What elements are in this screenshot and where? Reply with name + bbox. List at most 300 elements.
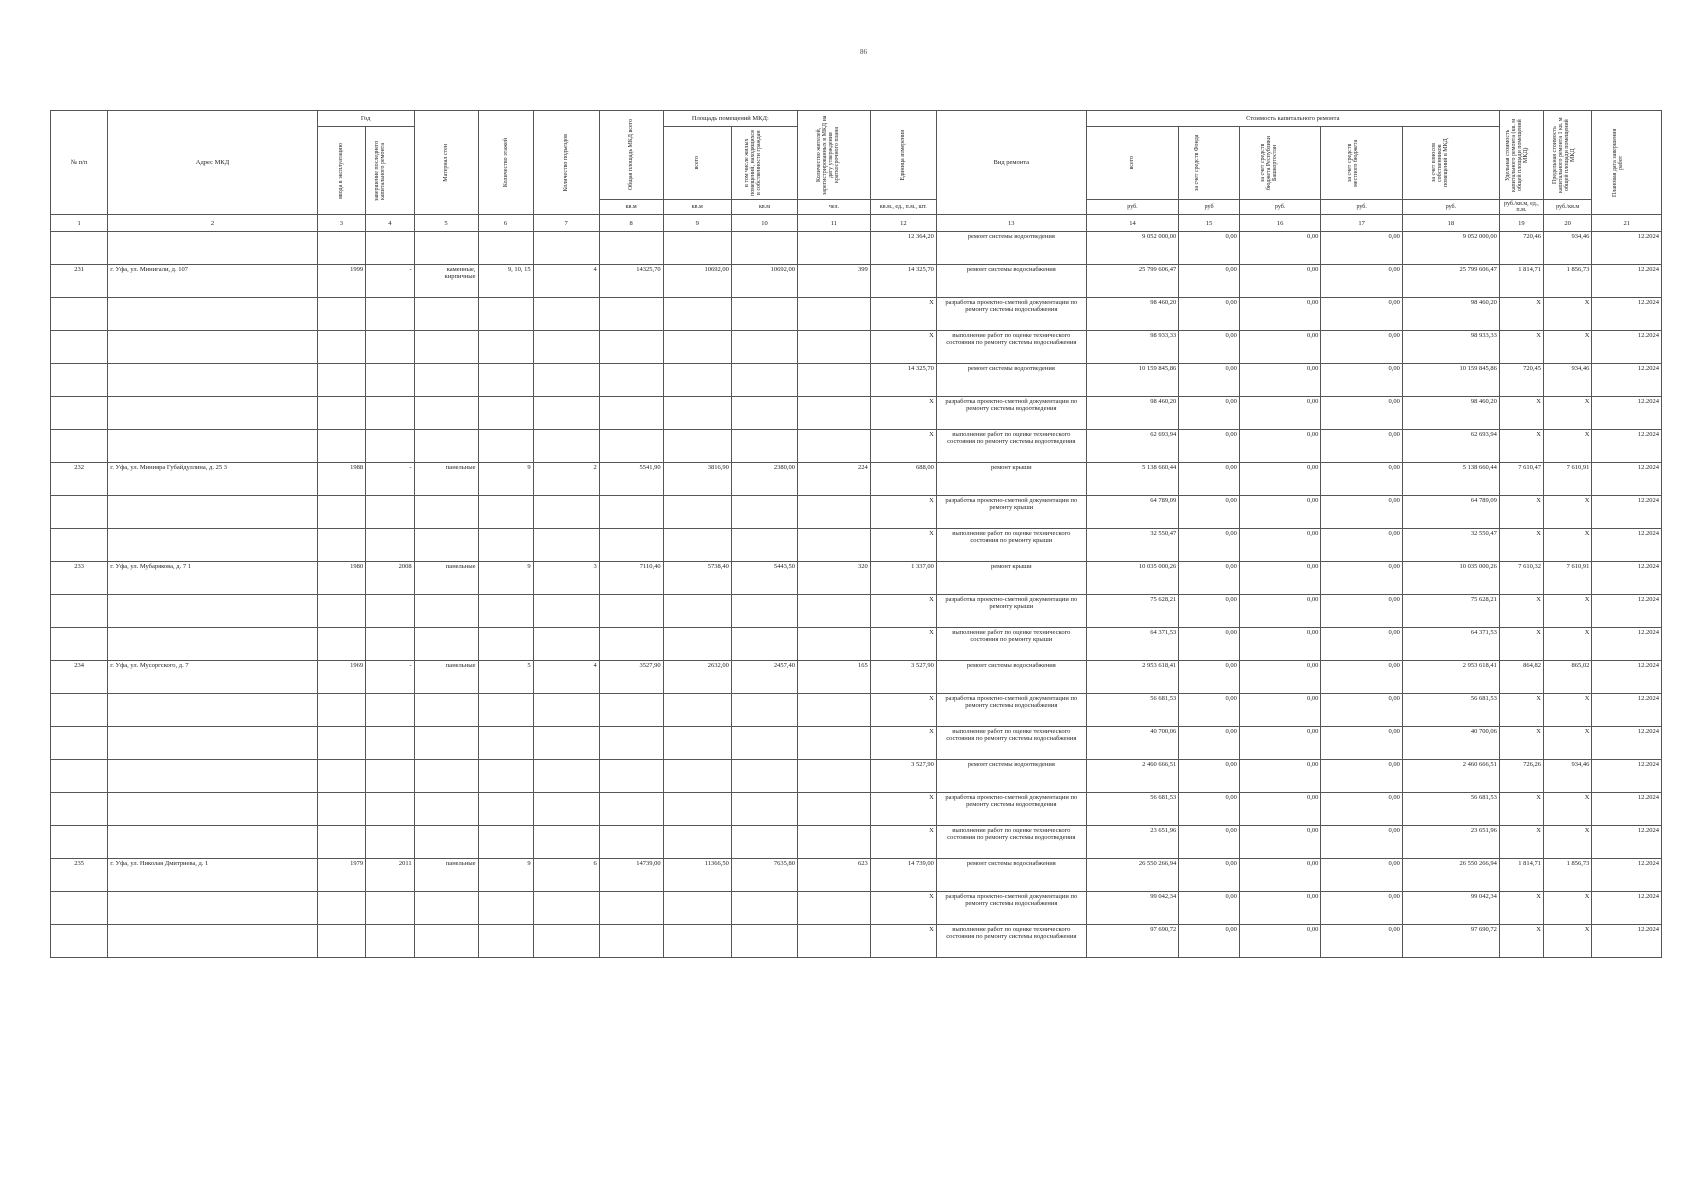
cell-col-9 <box>663 628 731 661</box>
cell-col-13: ремонт системы водоотведения <box>936 760 1086 793</box>
cell-col-7 <box>533 628 599 661</box>
cell-col-4 <box>366 826 414 859</box>
cell-col-19: 1 814,71 <box>1499 265 1543 298</box>
cell-col-21: 12.2024 <box>1592 331 1662 364</box>
cell-col-8: 14325,70 <box>599 265 663 298</box>
header-deadline <box>1592 111 1662 215</box>
cell-col-20: X <box>1543 529 1591 562</box>
cell-col-20: 865,02 <box>1543 661 1591 694</box>
cell-col-7 <box>533 892 599 925</box>
cell-col-1 <box>51 595 108 628</box>
cell-col-3 <box>317 925 365 958</box>
cell-col-6 <box>478 628 533 661</box>
cell-col-15: 0,00 <box>1179 826 1240 859</box>
cell-col-2 <box>108 397 317 430</box>
cell-col-5: панельные <box>414 562 478 595</box>
column-number: 11 <box>798 215 871 232</box>
cell-col-13: ремонт системы водоснабжения <box>936 859 1086 892</box>
column-number: 14 <box>1086 215 1179 232</box>
cell-col-11 <box>798 892 871 925</box>
cell-col-9 <box>663 430 731 463</box>
cell-col-12: 12 364,20 <box>870 232 936 265</box>
cell-col-11 <box>798 760 871 793</box>
table-row <box>51 331 1662 364</box>
header-cost-republic <box>1239 127 1321 200</box>
unit-max-cost: руб./кв.м <box>1543 200 1591 215</box>
cell-col-10: 10692,00 <box>731 265 797 298</box>
cell-col-2 <box>108 925 317 958</box>
cell-col-11 <box>798 595 871 628</box>
cell-col-6 <box>478 529 533 562</box>
cell-col-13: выполнение работ по оценке технического состояния по ремонту системы водоснабжения <box>936 925 1086 958</box>
cell-col-15: 0,00 <box>1179 430 1240 463</box>
cell-col-2 <box>108 298 317 331</box>
cell-col-6: 9 <box>478 859 533 892</box>
cell-col-2 <box>108 529 317 562</box>
cell-col-6 <box>478 430 533 463</box>
cell-col-1 <box>51 397 108 430</box>
cell-col-17: 0,00 <box>1321 628 1403 661</box>
cell-col-20: 934,46 <box>1543 364 1591 397</box>
cell-col-17: 0,00 <box>1321 364 1403 397</box>
column-number: 16 <box>1239 215 1321 232</box>
column-number: 17 <box>1321 215 1403 232</box>
cell-col-9 <box>663 694 731 727</box>
cell-col-3 <box>317 694 365 727</box>
cell-col-16: 0,00 <box>1239 925 1321 958</box>
table-row <box>51 364 1662 397</box>
table-body <box>51 232 1662 958</box>
cell-col-21: 12.2024 <box>1592 364 1662 397</box>
cell-col-11 <box>798 628 871 661</box>
header-cost-owners <box>1402 127 1499 200</box>
cell-col-11: 165 <box>798 661 871 694</box>
cell-col-17: 0,00 <box>1321 397 1403 430</box>
cell-col-11 <box>798 694 871 727</box>
cell-col-7 <box>533 430 599 463</box>
cell-col-18: 56 681,53 <box>1402 694 1499 727</box>
cell-col-18: 25 799 606,47 <box>1402 265 1499 298</box>
cell-col-2 <box>108 793 317 826</box>
cell-col-1 <box>51 793 108 826</box>
cell-col-2: г. Уфа, ул. Минияра Губайдуллина, д. 25 3 <box>108 463 317 496</box>
header-premises-area: Площадь помещений МКД: <box>663 111 797 127</box>
cell-col-17: 0,00 <box>1321 595 1403 628</box>
cell-col-11: 399 <box>798 265 871 298</box>
cell-col-16: 0,00 <box>1239 562 1321 595</box>
cell-col-10 <box>731 430 797 463</box>
cell-col-6 <box>478 331 533 364</box>
cell-col-11 <box>798 232 871 265</box>
cell-col-20: X <box>1543 496 1591 529</box>
cell-col-19: X <box>1499 331 1543 364</box>
header-unit-cost <box>1499 111 1543 200</box>
cell-col-19: X <box>1499 529 1543 562</box>
cell-col-4 <box>366 727 414 760</box>
cell-col-2 <box>108 727 317 760</box>
cell-col-21: 12.2024 <box>1592 694 1662 727</box>
cell-col-15: 0,00 <box>1179 925 1240 958</box>
cell-col-21: 12.2024 <box>1592 793 1662 826</box>
cell-col-14: 2 953 618,41 <box>1086 661 1179 694</box>
cell-col-4 <box>366 430 414 463</box>
cell-col-13: разработка проектно-сметной документации по ремонту системы водоснабжения <box>936 892 1086 925</box>
cell-col-13: выполнение работ по оценке технического состояния по ремонту крыши <box>936 529 1086 562</box>
cell-col-15: 0,00 <box>1179 364 1240 397</box>
cell-col-10 <box>731 331 797 364</box>
cell-col-16: 0,00 <box>1239 628 1321 661</box>
cell-col-7 <box>533 232 599 265</box>
cell-col-12: 3 527,90 <box>870 661 936 694</box>
cell-col-8 <box>599 892 663 925</box>
cell-col-3: 1988 <box>317 463 365 496</box>
cell-col-1: 233 <box>51 562 108 595</box>
cell-col-5: каменные, кирпичные <box>414 265 478 298</box>
cell-col-6: 9 <box>478 562 533 595</box>
cell-col-19: 7 610,32 <box>1499 562 1543 595</box>
header-wall-material <box>414 111 478 215</box>
cell-col-19: 1 814,71 <box>1499 859 1543 892</box>
cell-col-16: 0,00 <box>1239 595 1321 628</box>
header-residents-text: Количество жителей, зарегистрированных в МКД на дату утверждения краткосрочного плана <box>815 115 840 195</box>
cell-col-2 <box>108 826 317 859</box>
cell-col-1 <box>51 694 108 727</box>
cell-col-11 <box>798 298 871 331</box>
cell-col-1 <box>51 232 108 265</box>
cell-col-1: 235 <box>51 859 108 892</box>
cell-col-6 <box>478 793 533 826</box>
cell-col-12: X <box>870 298 936 331</box>
cell-col-21: 12.2024 <box>1592 595 1662 628</box>
cell-col-12: 14 325,70 <box>870 364 936 397</box>
cell-col-21: 12.2024 <box>1592 232 1662 265</box>
cell-col-18: 26 550 266,94 <box>1402 859 1499 892</box>
cell-col-19: 720,46 <box>1499 232 1543 265</box>
cell-col-17: 0,00 <box>1321 793 1403 826</box>
cell-col-21: 12.2024 <box>1592 826 1662 859</box>
cell-col-8: 3527,90 <box>599 661 663 694</box>
cell-col-10 <box>731 892 797 925</box>
cell-col-5 <box>414 496 478 529</box>
column-number: 20 <box>1543 215 1591 232</box>
cell-col-20: X <box>1543 727 1591 760</box>
cell-col-9: 2632,00 <box>663 661 731 694</box>
cell-col-11 <box>798 430 871 463</box>
cell-col-20: X <box>1543 397 1591 430</box>
cell-col-12: X <box>870 430 936 463</box>
cell-col-7 <box>533 760 599 793</box>
cell-col-21: 12.2024 <box>1592 727 1662 760</box>
table-row <box>51 628 1662 661</box>
cell-col-5 <box>414 694 478 727</box>
cell-col-20: X <box>1543 694 1591 727</box>
unit-cost-owners: руб. <box>1402 200 1499 215</box>
table-row <box>51 430 1662 463</box>
cell-col-3 <box>317 595 365 628</box>
cell-col-4: 2008 <box>366 562 414 595</box>
cell-col-6 <box>478 298 533 331</box>
cell-col-18: 10 159 845,86 <box>1402 364 1499 397</box>
unit-unit-cost: руб./кв.м, ед., п.м. <box>1499 200 1543 215</box>
cell-col-4 <box>366 397 414 430</box>
cell-col-9 <box>663 232 731 265</box>
cell-col-18: 75 628,21 <box>1402 595 1499 628</box>
table-row <box>51 661 1662 694</box>
cell-col-18: 98 460,20 <box>1402 298 1499 331</box>
cell-col-19: X <box>1499 694 1543 727</box>
cell-col-15: 0,00 <box>1179 892 1240 925</box>
cell-col-5 <box>414 529 478 562</box>
cell-col-15: 0,00 <box>1179 463 1240 496</box>
cell-col-8 <box>599 364 663 397</box>
header-cost-fund <box>1179 127 1240 200</box>
cell-col-9 <box>663 364 731 397</box>
cell-col-12: 3 527,90 <box>870 760 936 793</box>
cell-col-20: 1 856,73 <box>1543 265 1591 298</box>
cell-col-20: 7 610,91 <box>1543 463 1591 496</box>
cell-col-19: 864,82 <box>1499 661 1543 694</box>
cell-col-14: 10 159 845,86 <box>1086 364 1179 397</box>
header-address: Адрес МКД <box>108 111 317 215</box>
cell-col-5 <box>414 925 478 958</box>
cell-col-1 <box>51 826 108 859</box>
cell-col-12: 688,00 <box>870 463 936 496</box>
cell-col-16: 0,00 <box>1239 232 1321 265</box>
cell-col-17: 0,00 <box>1321 562 1403 595</box>
cell-col-17: 0,00 <box>1321 265 1403 298</box>
cell-col-9 <box>663 826 731 859</box>
cell-col-20: X <box>1543 826 1591 859</box>
cell-col-10 <box>731 826 797 859</box>
cell-col-14: 25 799 606,47 <box>1086 265 1179 298</box>
unit-total-area: кв.м <box>599 200 663 215</box>
cell-col-4 <box>366 529 414 562</box>
cell-col-2: г. Уфа, ул. Мубарякова, д. 7 1 <box>108 562 317 595</box>
cell-col-3 <box>317 331 365 364</box>
cell-col-7 <box>533 826 599 859</box>
cell-col-13: выполнение работ по оценке технического состояния по ремонту крыши <box>936 628 1086 661</box>
cell-col-1 <box>51 760 108 793</box>
table-row <box>51 298 1662 331</box>
column-number: 2 <box>108 215 317 232</box>
cell-col-9 <box>663 727 731 760</box>
cell-col-19: X <box>1499 925 1543 958</box>
header-year-last-repair <box>366 127 414 215</box>
cell-col-2 <box>108 331 317 364</box>
cell-col-6: 9, 10, 15 <box>478 265 533 298</box>
cell-col-8: 5541,90 <box>599 463 663 496</box>
header-cost-local-text: за счет средств местного бюджета <box>1346 139 1359 187</box>
table-row <box>51 595 1662 628</box>
cell-col-7 <box>533 925 599 958</box>
cell-col-8 <box>599 529 663 562</box>
cell-col-20: X <box>1543 793 1591 826</box>
cell-col-15: 0,00 <box>1179 661 1240 694</box>
cell-col-10 <box>731 364 797 397</box>
cell-col-12: X <box>870 826 936 859</box>
cell-col-21: 12.2024 <box>1592 265 1662 298</box>
cell-col-14: 62 693,94 <box>1086 430 1179 463</box>
cell-col-9 <box>663 793 731 826</box>
column-number: 12 <box>870 215 936 232</box>
cell-col-6 <box>478 826 533 859</box>
cell-col-15: 0,00 <box>1179 694 1240 727</box>
cell-col-5 <box>414 331 478 364</box>
column-number: 6 <box>478 215 533 232</box>
cell-col-18: 97 690,72 <box>1402 925 1499 958</box>
cell-col-9 <box>663 892 731 925</box>
table-row <box>51 760 1662 793</box>
cell-col-14: 26 550 266,94 <box>1086 859 1179 892</box>
cell-col-18: 23 651,96 <box>1402 826 1499 859</box>
cell-col-21: 12.2024 <box>1592 628 1662 661</box>
table-row <box>51 826 1662 859</box>
cell-col-5 <box>414 595 478 628</box>
cell-col-8 <box>599 826 663 859</box>
cell-col-16: 0,00 <box>1239 397 1321 430</box>
cell-col-6 <box>478 364 533 397</box>
header-floors-text: Количество этажей <box>502 137 509 188</box>
cell-col-10 <box>731 529 797 562</box>
table-row <box>51 892 1662 925</box>
header-work-type: Вид ремонта <box>936 111 1086 215</box>
cell-col-2 <box>108 232 317 265</box>
cell-col-14: 56 681,53 <box>1086 694 1179 727</box>
cell-col-8 <box>599 925 663 958</box>
cell-col-2 <box>108 760 317 793</box>
cell-col-2 <box>108 595 317 628</box>
table-row <box>51 265 1662 298</box>
cell-col-3: 1979 <box>317 859 365 892</box>
cell-col-15: 0,00 <box>1179 859 1240 892</box>
cell-col-11 <box>798 826 871 859</box>
cell-col-16: 0,00 <box>1239 793 1321 826</box>
column-number: 9 <box>663 215 731 232</box>
header-deadline-text: Плановая дата завершения работ <box>1611 128 1624 197</box>
cell-col-10: 7635,80 <box>731 859 797 892</box>
header-cost: Стоимость капитального ремонта <box>1086 111 1499 127</box>
header-total-area <box>599 111 663 200</box>
cell-col-5 <box>414 232 478 265</box>
cell-col-7 <box>533 397 599 430</box>
header-wall-material-text: Материал стен <box>443 143 450 182</box>
cell-col-1: 234 <box>51 661 108 694</box>
cell-col-12: X <box>870 397 936 430</box>
header-cost-local <box>1321 127 1403 200</box>
cell-col-15: 0,00 <box>1179 562 1240 595</box>
table-row <box>51 463 1662 496</box>
cell-col-12: 1 337,00 <box>870 562 936 595</box>
cell-col-5 <box>414 430 478 463</box>
cell-col-6: 5 <box>478 661 533 694</box>
cell-col-19: 7 610,47 <box>1499 463 1543 496</box>
header-year: Год <box>317 111 414 127</box>
cell-col-10 <box>731 727 797 760</box>
cell-col-3 <box>317 298 365 331</box>
header-max-cost-text: Предельная стоимость капитального ремонта 1 кв. м общей площади помещений МКД <box>1551 117 1576 193</box>
cell-col-2 <box>108 694 317 727</box>
cell-col-7 <box>533 793 599 826</box>
cell-col-4 <box>366 628 414 661</box>
cell-col-1 <box>51 892 108 925</box>
cell-col-6: 9 <box>478 463 533 496</box>
cell-col-14: 64 371,53 <box>1086 628 1179 661</box>
cell-col-4 <box>366 496 414 529</box>
cell-col-10: 5443,50 <box>731 562 797 595</box>
cell-col-9 <box>663 760 731 793</box>
cell-col-20: 7 610,91 <box>1543 562 1591 595</box>
cell-col-14: 32 550,47 <box>1086 529 1179 562</box>
cell-col-19: X <box>1499 727 1543 760</box>
cell-col-21: 12.2024 <box>1592 925 1662 958</box>
cell-col-9 <box>663 496 731 529</box>
column-number: 19 <box>1499 215 1543 232</box>
cell-col-4 <box>366 232 414 265</box>
cell-col-7 <box>533 298 599 331</box>
cell-col-16: 0,00 <box>1239 892 1321 925</box>
cell-col-13: выполнение работ по оценке технического состояния по ремонту системы водоотведения <box>936 826 1086 859</box>
cell-col-4 <box>366 760 414 793</box>
cell-col-7 <box>533 727 599 760</box>
cell-col-11: 224 <box>798 463 871 496</box>
cell-col-4 <box>366 298 414 331</box>
cell-col-4: - <box>366 661 414 694</box>
cell-col-6 <box>478 925 533 958</box>
header-year-last-repair-text: завершение последнего капитального ремонта <box>373 140 386 201</box>
cell-col-3 <box>317 496 365 529</box>
header-year-commission <box>317 127 365 215</box>
cell-col-10 <box>731 760 797 793</box>
cell-col-11 <box>798 793 871 826</box>
cell-col-13: ремонт системы водоснабжения <box>936 265 1086 298</box>
cell-col-1 <box>51 727 108 760</box>
cell-col-18: 5 138 660,44 <box>1402 463 1499 496</box>
cell-col-21: 12.2024 <box>1592 463 1662 496</box>
cell-col-12: X <box>870 727 936 760</box>
cell-col-15: 0,00 <box>1179 496 1240 529</box>
cell-col-10 <box>731 232 797 265</box>
cell-col-13: выполнение работ по оценке технического состояния по ремонту системы водоснабжения <box>936 331 1086 364</box>
column-number: 18 <box>1402 215 1499 232</box>
cell-col-16: 0,00 <box>1239 331 1321 364</box>
cell-col-12: X <box>870 595 936 628</box>
table-row <box>51 496 1662 529</box>
header-unit-text: Единица измерения <box>900 129 907 181</box>
cell-col-8 <box>599 331 663 364</box>
cell-col-3 <box>317 397 365 430</box>
cell-col-4: 2011 <box>366 859 414 892</box>
cell-col-16: 0,00 <box>1239 661 1321 694</box>
header-unit <box>870 111 936 200</box>
cell-col-4 <box>366 364 414 397</box>
cell-col-8 <box>599 298 663 331</box>
cell-col-11 <box>798 529 871 562</box>
cell-col-16: 0,00 <box>1239 463 1321 496</box>
header-premises-total-text: всего <box>694 156 701 170</box>
cell-col-2: г. Уфа, ул. Николая Дмитриева, д. 1 <box>108 859 317 892</box>
cell-col-17: 0,00 <box>1321 496 1403 529</box>
cell-col-9: 5738,40 <box>663 562 731 595</box>
cell-col-18: 2 953 618,41 <box>1402 661 1499 694</box>
cell-col-12: X <box>870 925 936 958</box>
cell-col-5: панельные <box>414 859 478 892</box>
cell-col-13: разработка проектно-сметной документации по ремонту крыши <box>936 496 1086 529</box>
cell-col-7 <box>533 364 599 397</box>
cell-col-16: 0,00 <box>1239 727 1321 760</box>
cell-col-15: 0,00 <box>1179 727 1240 760</box>
cell-col-8 <box>599 595 663 628</box>
cell-col-21: 12.2024 <box>1592 397 1662 430</box>
